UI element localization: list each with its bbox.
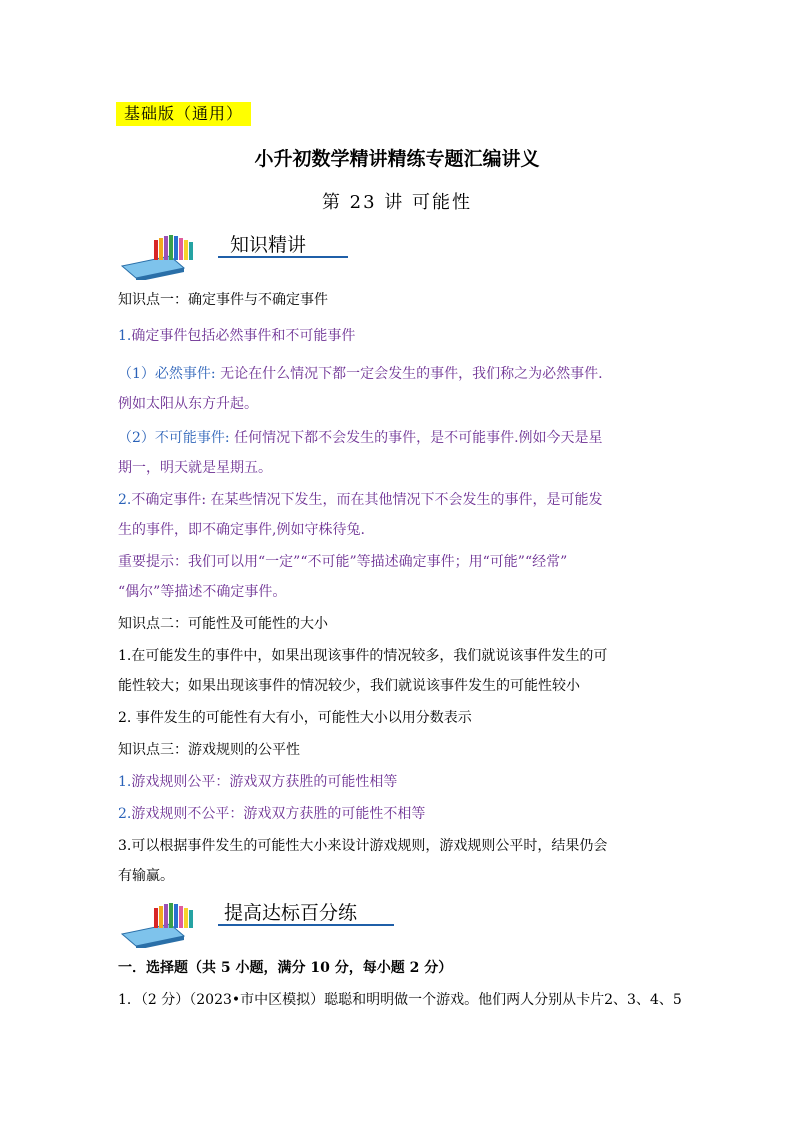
term-label: （2）不可能事件: xyxy=(118,430,230,446)
book-stack-icon xyxy=(118,894,228,948)
item-number: 2. xyxy=(118,806,132,822)
paragraph-continuation: 能性较大；如果出现该事件的情况较少，我们就说该事件发生的可能性较小 xyxy=(118,678,580,694)
knowledge-point-2-title: 知识点二：可能性及可能性的大小 xyxy=(118,616,328,632)
paragraph-continuation: 期一，明天就是星期五。 xyxy=(118,460,272,476)
section-banner-knowledge xyxy=(118,226,348,280)
part-title: 一．选择题（共 5 小题，满分 10 分，每小题 2 分） xyxy=(118,960,453,976)
knowledge-point-3-title: 知识点三：游戏规则的公平性 xyxy=(118,742,300,758)
section-heading: 知识精讲 xyxy=(230,234,307,256)
item-number: 2. xyxy=(118,492,132,508)
item-text: 确定事件包括必然事件和不可能事件 xyxy=(131,328,356,344)
important-tip-continuation: “偶尔”等描述不确定事件。 xyxy=(118,584,287,600)
paragraph xyxy=(118,364,603,384)
knowledge-point-1-title: 知识点一：确定事件与不确定事件 xyxy=(118,292,328,308)
paragraph xyxy=(118,772,397,792)
paragraph xyxy=(118,326,355,346)
term-label: （1）必然事件: xyxy=(118,366,216,382)
paragraph: 2. 事件发生的可能性有大有小，可能性大小以用分数表示 xyxy=(118,710,472,726)
question-1: 1．（2 分）（2023•市中区模拟）聪聪和明明做一个游戏。他们两人分别从卡片2、3、4、5 xyxy=(118,992,682,1008)
term-definition: 任何情况下都不会发生的事件，是不可能事件.例如今天是星 xyxy=(229,430,603,446)
paragraph-continuation: 生的事件，即不确定事件,例如守株待兔. xyxy=(118,522,365,538)
item-text: 游戏规则不公平：游戏双方获胜的可能性不相等 xyxy=(131,806,426,822)
paragraph xyxy=(118,490,603,510)
paragraph-continuation: 例如太阳从东方升起。 xyxy=(118,396,258,412)
document-title: 小升初数学精讲精练专题汇编讲义 xyxy=(254,148,540,170)
term-definition: 无论在什么情况下都一定会发生的事件，我们称之为必然事件. xyxy=(215,366,603,382)
paragraph-continuation: 有输赢。 xyxy=(118,868,174,884)
paragraph: 1.在可能发生的事件中，如果出现该事件的情况较多，我们就说该事件发生的可 xyxy=(118,648,608,664)
item-text: 不确定事件: 在某些情况下发生，而在其他情况下不会发生的事件，是可能发 xyxy=(131,492,603,508)
paragraph xyxy=(118,428,603,448)
item-text: 游戏规则公平：游戏双方获胜的可能性相等 xyxy=(131,774,398,790)
edition-badge: 基础版（通用） xyxy=(116,102,251,126)
section-heading: 提高达标百分练 xyxy=(224,902,358,924)
paragraph xyxy=(118,804,425,824)
item-number: 1. xyxy=(118,774,132,790)
important-tip: 重要提示：我们可以用“一定”“不可能”等描述确定事件；用“可能”“经常” xyxy=(118,554,568,570)
section-banner-practice xyxy=(118,894,394,948)
book-stack-icon xyxy=(118,226,228,280)
paragraph: 3.可以根据事件发生的可能性大小来设计游戏规则，游戏规则公平时，结果仍会 xyxy=(118,838,608,854)
item-number: 1. xyxy=(118,328,132,344)
lecture-title: 第 23 讲 可能性 xyxy=(321,192,473,213)
